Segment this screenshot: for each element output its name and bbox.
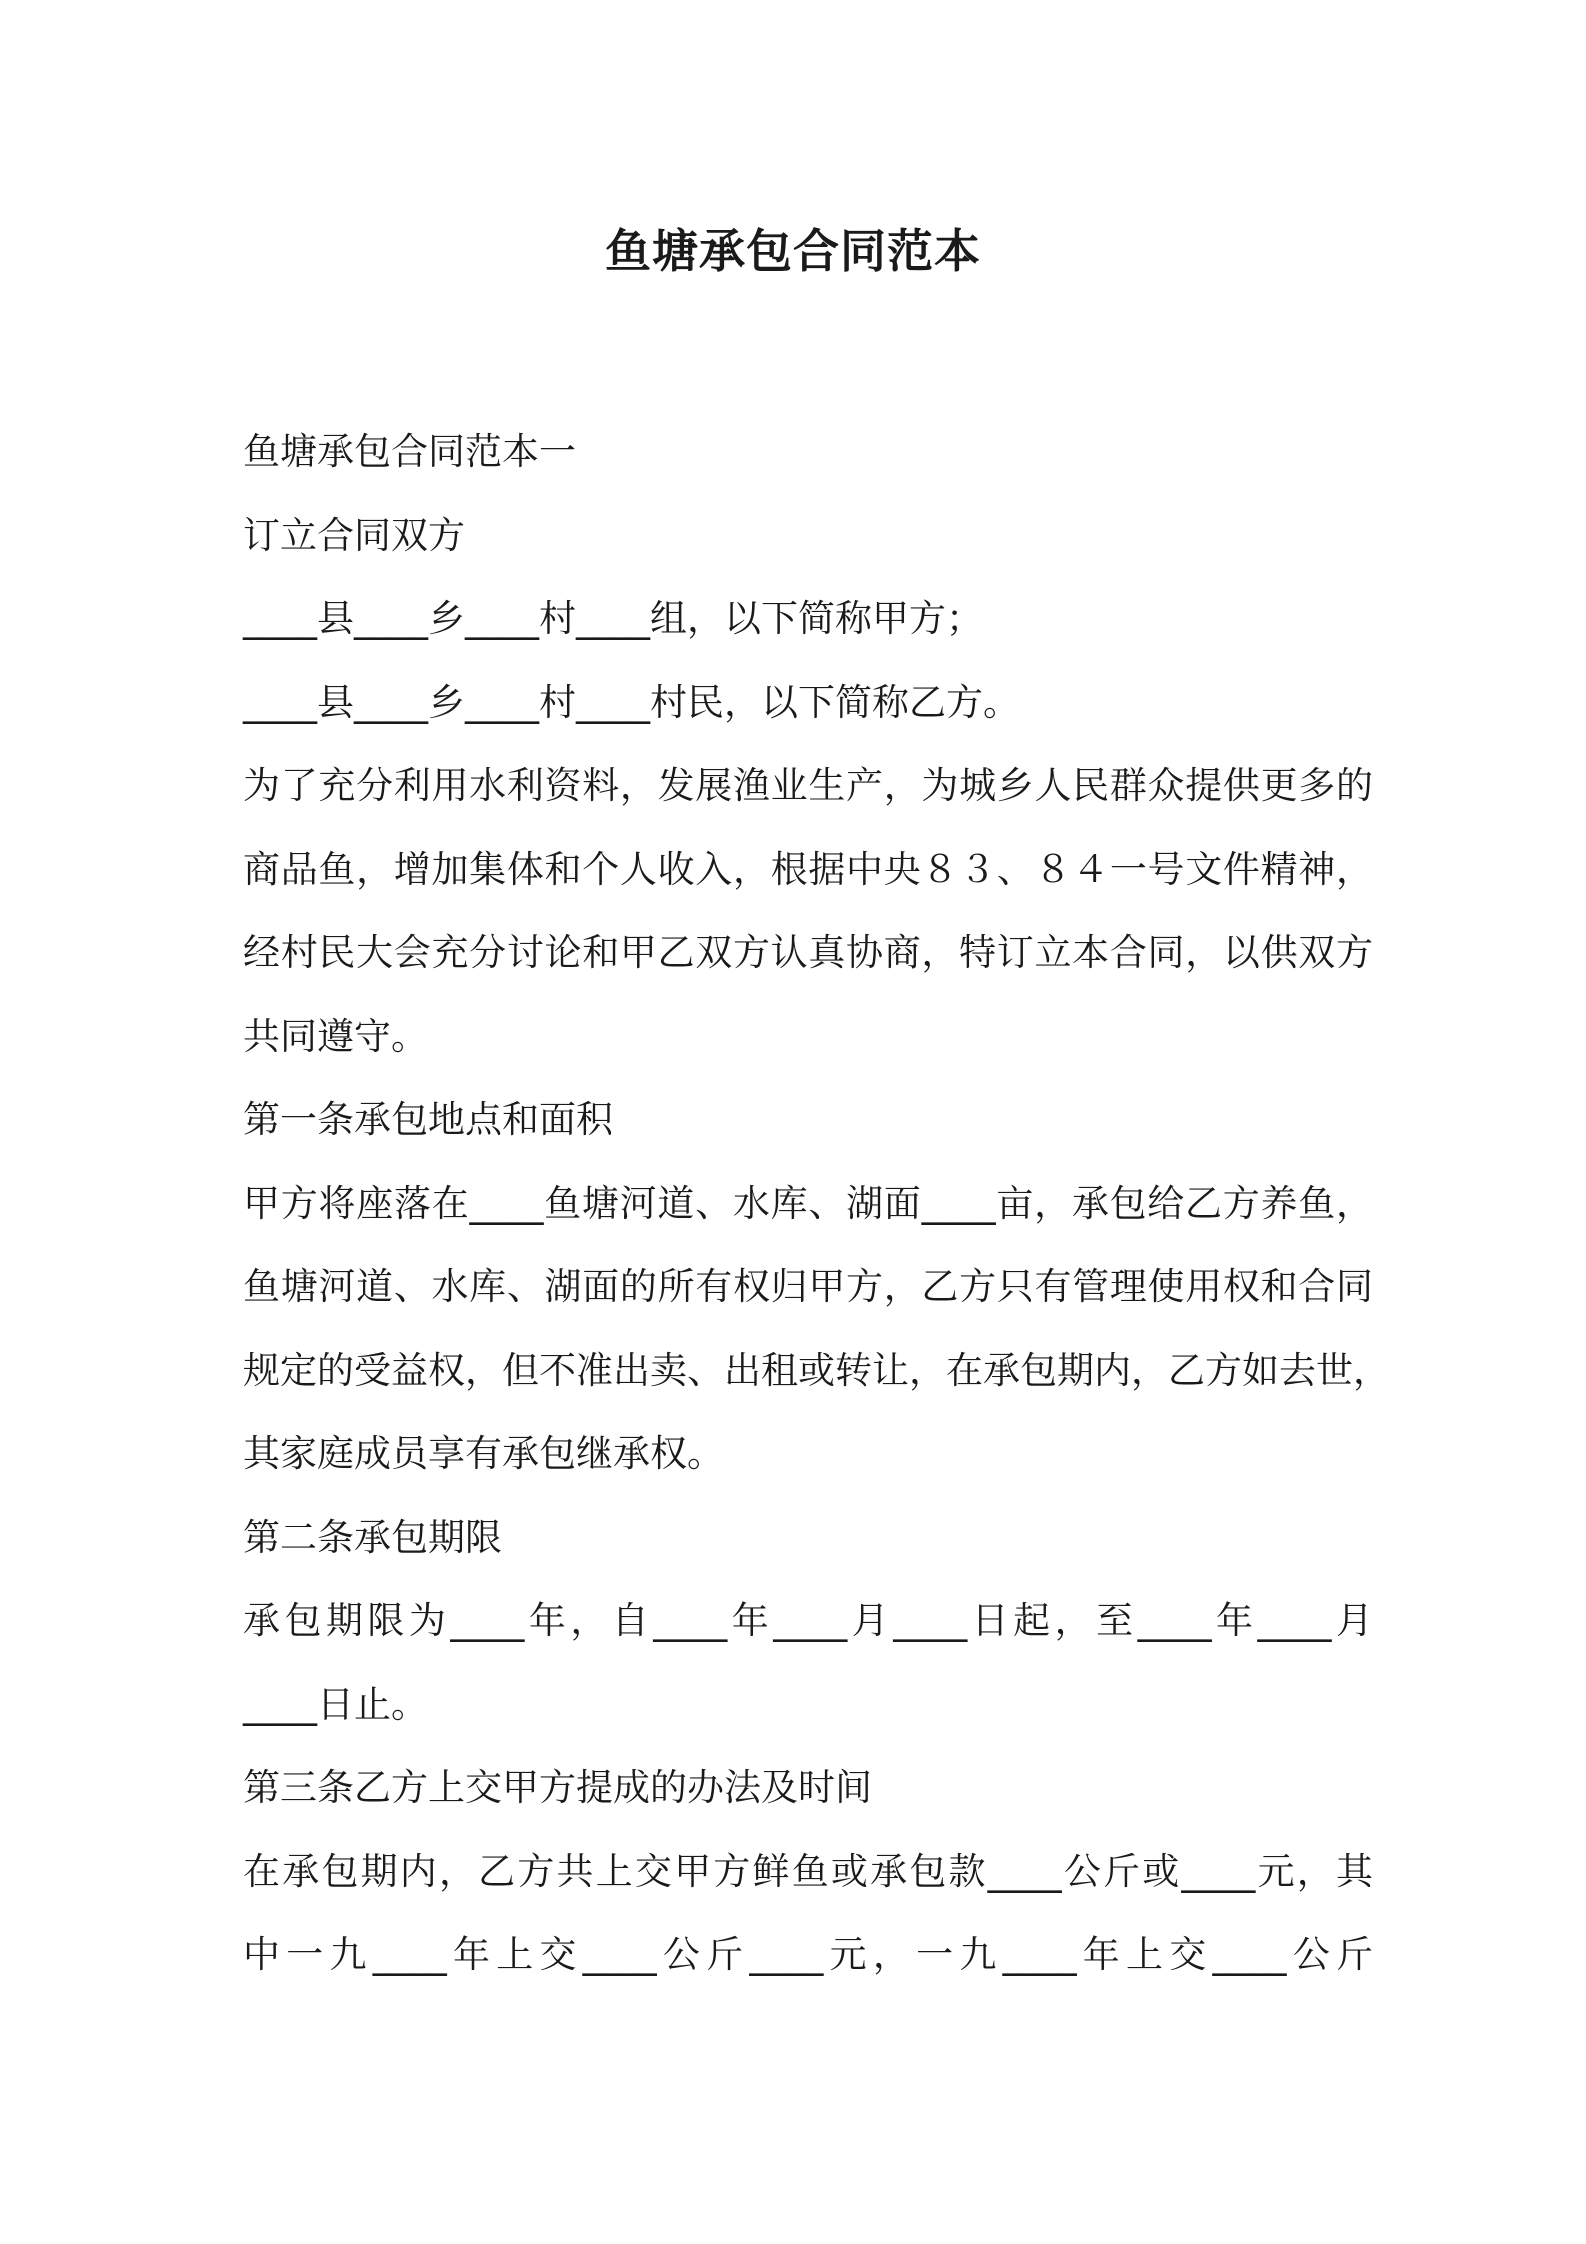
article-1-line: 规定的受益权，但不准出卖、出租或转让，在承包期内，乙方如去世， xyxy=(243,1348,1390,1392)
document-title: 鱼塘承包合同范本 xyxy=(605,224,981,278)
article-2-line: ____日止。 xyxy=(243,1682,428,1726)
preamble-line: 共同遵守。 xyxy=(243,1014,428,1058)
section-heading: 鱼塘承包合同范本一 xyxy=(243,430,576,473)
article-1-line: 甲方将座落在____鱼塘河道、水库、湖面____亩，承包给乙方养鱼， xyxy=(243,1181,1373,1225)
article-2-line: 承包期限为____年，自____年____月____日起，至____年____月 xyxy=(243,1599,1373,1642)
preamble-line: 商品鱼，增加集体和个人收入，根据中央８３、８４一号文件精神， xyxy=(243,847,1373,891)
article-2-heading: 第二条承包期限 xyxy=(243,1515,502,1559)
party-b-line: ____县____乡____村____村民，以下简称乙方。 xyxy=(243,680,1020,724)
party-a-line: ____县____乡____村____组，以下简称甲方； xyxy=(243,597,983,640)
document-body xyxy=(243,410,1390,1997)
article-3-line: 在承包期内，乙方共上交甲方鲜鱼或承包款____公斤或____元，其 xyxy=(243,1849,1373,1893)
article-1-line: 其家庭成员享有承包继承权。 xyxy=(243,1432,724,1475)
article-1-line: 鱼塘河道、水库、湖面的所有权归甲方，乙方只有管理使用权和合同 xyxy=(243,1265,1373,1308)
preamble-line: 为了充分利用水利资料，发展渔业生产，为城乡人民群众提供更多的 xyxy=(243,764,1373,807)
article-1-heading: 第一条承包地点和面积 xyxy=(243,1098,613,1141)
article-3-line: 中一九____年上交____公斤____元，一九____年上交____公斤 xyxy=(243,1933,1373,1976)
article-3-heading: 第三条乙方上交甲方提成的办法及时间 xyxy=(243,1766,872,1809)
subheading-parties: 订立合同双方 xyxy=(243,513,465,557)
preamble-line: 经村民大会充分讨论和甲乙双方认真协商，特订立本合同，以供双方 xyxy=(243,931,1373,974)
